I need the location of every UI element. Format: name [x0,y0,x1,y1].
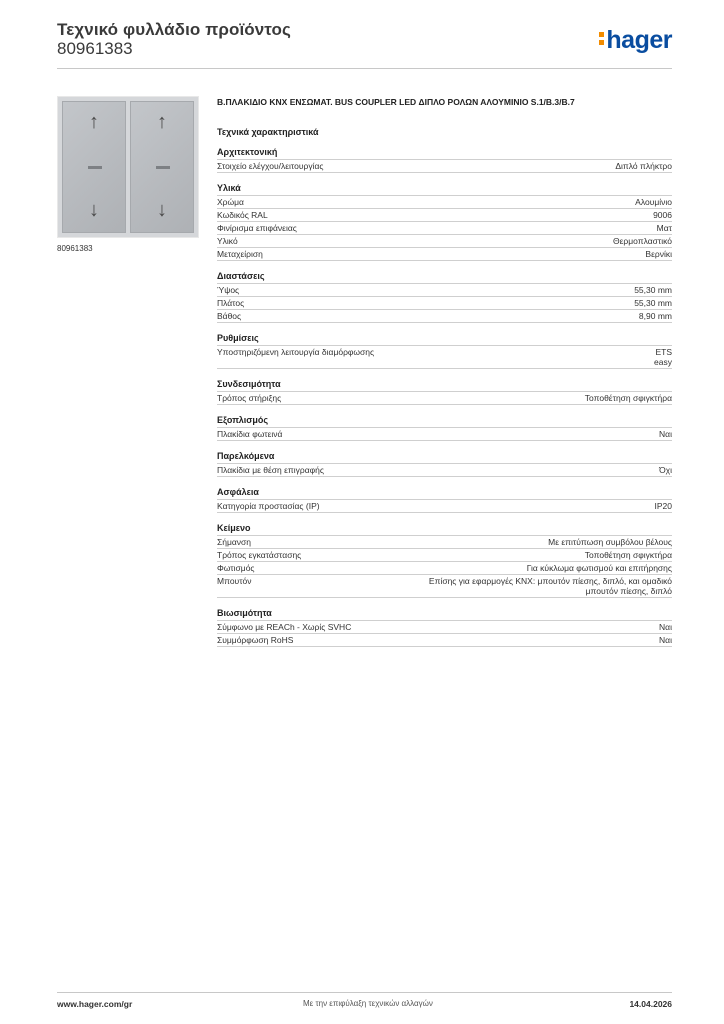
footer-note: Με την επιφύλαξη τεχνικών αλλαγών [303,999,433,1008]
spec-section [217,379,672,405]
spec-value: Ναι [659,635,672,645]
footer-divider [57,992,672,993]
spec-value: Όχι [659,465,672,475]
section-title: Υλικά [217,183,672,196]
spec-value: Θερμοπλαστικό [612,236,672,246]
spec-row [217,428,672,441]
spec-row [217,549,672,562]
spec-label: Φωτισμός [217,563,255,573]
spec-label: Τρόπος στήριξης [217,393,282,403]
spec-row [217,500,672,513]
spec-label: Φινίρισμα επιφάνειας [217,223,297,233]
spec-label: Υποστηριζόμενη λειτουργία διαμόρφωσης [217,347,375,357]
spec-row [217,284,672,297]
spec-value: Για κύκλωμα φωτισμού και επιτήρησης [526,563,672,573]
spec-label: Μεταχείριση [217,249,263,259]
spec-value: ETS easy [654,347,672,367]
spec-label: Στοιχείο ελέγχου/λειτουργίας [217,161,324,171]
spec-value: Ματ [656,223,672,233]
section-title: Αρχιτεκτονική [217,147,672,160]
spec-value: Βερνίκι [645,249,672,259]
spec-row [217,196,672,209]
spec-row [217,209,672,222]
spec-label: Μπουτόν [217,576,252,586]
spec-section [217,451,672,477]
spec-row [217,297,672,310]
spec-value: 55,30 mm [634,298,672,308]
spec-value: Αλουμίνιο [635,197,672,207]
spec-label: Τρόπος εγκατάστασης [217,550,302,560]
spec-value: 9006 [653,210,672,220]
spec-section [217,608,672,647]
spec-row [217,621,672,634]
rocker-left [62,101,126,233]
product-image [57,96,199,238]
section-title: Ασφάλεια [217,487,672,500]
spec-label: Χρώμα [217,197,244,207]
section-title: Ρυθμίσεις [217,333,672,346]
image-caption: 80961383 [57,244,93,253]
spec-value: Ναι [659,429,672,439]
logo-text: hager [606,26,672,54]
spec-row [217,634,672,647]
spec-label: Πλακίδια φωτεινά [217,429,283,439]
spec-section [217,271,672,323]
spec-section [217,415,672,441]
spec-label: Υλικό [217,236,238,246]
section-title: Διαστάσεις [217,271,672,284]
spec-row [217,235,672,248]
spec-row [217,310,672,323]
section-title: Εξοπλισμός [217,415,672,428]
spec-value: Τοποθέτηση σφιγκτήρα [584,393,672,403]
spec-value: IP20 [654,501,672,511]
arrow-down-icon: ↓ [157,199,167,221]
spec-row [217,392,672,405]
spec-label: Πλακίδια με θέση επιγραφής [217,465,324,475]
spec-heading: Τεχνικά χαρακτηριστικά [217,127,319,137]
spec-row [217,248,672,261]
spec-value: Ναι [659,622,672,632]
spec-row [217,222,672,235]
spec-value: Με επιτύπωση συμβόλου βέλους [548,537,672,547]
section-title: Παρελκόμενα [217,451,672,464]
spec-value: Επίσης για εφαρμογές KNX: μπουτόν πίεσης, διπλό, και ομαδικό μπουτόν πίεσης, διπλό [428,576,672,596]
arrow-down-icon: ↓ [89,199,99,221]
section-title: Συνδεσιμότητα [217,379,672,392]
spec-label: Βάθος [217,311,242,321]
footer-website[interactable]: www.hager.com/gr [57,999,133,1009]
spec-label: Σήμανση [217,537,252,547]
spec-row [217,346,672,369]
spec-section [217,333,672,369]
product-code: 80961383 [57,39,133,58]
spec-label: Σύμφωνο με REACh - Χωρίς SVHC [217,622,352,632]
spec-row [217,562,672,575]
spec-label: Ύψος [217,285,240,295]
rocker-right [130,101,194,233]
spec-label: Συμμόρφωση RoHS [217,635,294,645]
footer-date: 14.04.2026 [629,999,672,1009]
led-bar-icon [156,166,170,169]
spec-section [217,183,672,261]
spec-label: Πλάτος [217,298,245,308]
spec-row [217,536,672,549]
spec-row [217,575,672,598]
led-bar-icon [88,166,102,169]
spec-row [217,464,672,477]
spec-value: Τοποθέτηση σφιγκτήρα [584,550,672,560]
section-title: Κείμενο [217,523,672,536]
spec-label: Κωδικός RAL [217,210,268,220]
spec-section [217,523,672,598]
spec-row [217,160,672,173]
spec-label: Κατηγορία προστασίας (IP) [217,501,320,511]
header-divider [57,68,672,69]
section-title: Βιωσιμότητα [217,608,672,621]
arrow-up-icon: ↑ [157,111,167,133]
spec-content [217,97,672,657]
logo-dots-icon [599,29,604,45]
arrow-up-icon: ↑ [89,111,99,133]
spec-value: 8,90 mm [638,311,672,321]
spec-section [217,147,672,173]
spec-value: 55,30 mm [634,285,672,295]
spec-value: Διπλό πλήκτρο [615,161,672,171]
product-title: Β.ΠΛΑΚΙΔΙΟ KNX ΕΝΣΩΜΑΤ. BUS COUPLER LED ΔΙΠΛΟ ΡΟΛΩΝ ΑΛΟΥΜΙΝΙΟ S.1/B.3/B.7 [217,97,575,107]
spec-sections [217,147,672,647]
document-title: Τεχνικό φυλλάδιο προϊόντος [57,20,291,39]
spec-section [217,487,672,513]
hager-logo [599,28,672,53]
